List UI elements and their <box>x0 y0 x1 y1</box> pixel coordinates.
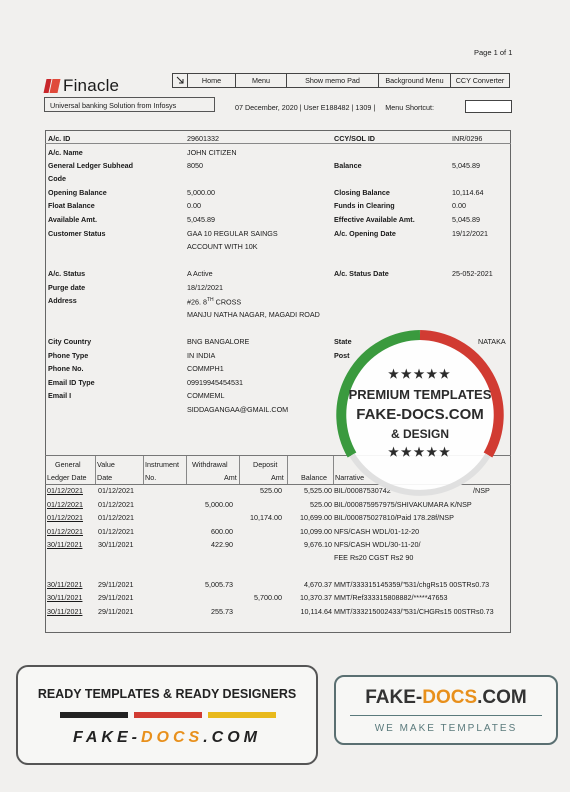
flag-stripe-yellow <box>208 712 276 718</box>
txn-value-date: 29/11/2021 <box>98 580 134 589</box>
available-amt-value: 5,045.89 <box>187 215 215 224</box>
ac-id-value: 29601332 <box>187 134 219 143</box>
txn-balance: 10,699.00 <box>300 513 332 522</box>
float-balance-label: Float Balance <box>48 201 95 210</box>
col-instrument <box>143 456 187 484</box>
phone-no-value: COMMPH1 <box>187 364 224 373</box>
postal-label: Post <box>334 351 350 360</box>
nav-show-memo-pad[interactable]: Show memo Pad <box>287 74 379 87</box>
opening-date-label: A/c. Opening Date <box>334 229 396 238</box>
footer-left-site-c: .COM <box>203 729 261 746</box>
col-date-label: Date <box>97 473 113 482</box>
txn-ledger-date: 01/12/2021 <box>47 486 83 495</box>
txn-withdrawal: 5,005.73 <box>205 580 233 589</box>
col-ledger-date-label: Ledger Date <box>47 473 87 482</box>
txn-deposit: 525.00 <box>260 486 282 495</box>
divider <box>45 143 511 144</box>
email-label: Email I <box>48 391 72 400</box>
city-value: BNG BANGALORE <box>187 337 250 346</box>
col-balance-label: Balance <box>301 473 327 482</box>
txn-ledger-date: 01/12/2021 <box>47 500 83 509</box>
closing-balance-label: Closing Balance <box>334 188 390 197</box>
txn-narrative-tail: /NSP <box>473 486 490 495</box>
txn-balance: 525.00 <box>310 500 332 509</box>
stamp-line-3: & DESIGN <box>390 427 449 441</box>
address-street: CROSS <box>215 297 242 307</box>
address-line-2: MANJU NATHA NAGAR, MAGADI ROAD <box>187 310 320 319</box>
opening-date-value: 19/12/2021 <box>452 229 488 238</box>
col-deposit <box>239 456 288 484</box>
footer-right-tagline: WE MAKE TEMPLATES <box>374 723 518 734</box>
balance-label: Balance <box>334 161 362 170</box>
txn-ledger-date: 30/11/2021 <box>47 593 83 602</box>
opening-balance-value: 5,000.00 <box>187 188 215 197</box>
ac-name-label: A/c. Name <box>48 148 83 157</box>
txn-balance: 10,114.64 <box>300 607 332 616</box>
phone-no-label: Phone No. <box>48 364 84 373</box>
stamp-stars-top: ★★★★★ <box>388 367 452 381</box>
txn-narrative: NFS/CASH WDL/30-11-20/ <box>334 540 421 549</box>
available-amt-label: Available Amt. <box>48 215 97 224</box>
nav-ccy-converter[interactable]: CCY Converter <box>455 76 505 85</box>
gl-label-code: Code <box>48 174 66 183</box>
txn-ledger-date: 30/11/2021 <box>47 540 83 549</box>
effective-amt-label: Effective Available Amt. <box>334 215 415 224</box>
ac-status-label: A/c. Status <box>48 269 86 278</box>
txn-ledger-date: 01/12/2021 <box>47 513 83 522</box>
txn-value-date: 29/11/2021 <box>98 607 134 616</box>
opening-balance-label: Opening Balance <box>48 188 107 197</box>
footer-right-site <box>336 687 556 709</box>
txn-narrative: MMT/333215002433/"531/CHGRs15 00STRs0.73 <box>334 607 494 616</box>
stamp-stars-bottom: ★★★★★ <box>388 445 452 459</box>
address-number: #26. 8 <box>187 297 207 307</box>
txn-value-date: 01/12/2021 <box>98 527 134 536</box>
txn-balance: 9,676.10 <box>304 540 332 549</box>
funds-clearing-label: Funds in Clearing <box>334 201 395 210</box>
customer-status-value: GAA 10 REGULAR SAINGS <box>187 229 278 238</box>
stamp-line-2: FAKE-DOCS.COM <box>356 406 484 423</box>
footer-banner-right <box>334 675 558 745</box>
brand-tagline: Universal banking Solution from Infosys <box>44 97 215 112</box>
col-withdrawal-amt-label: Amt <box>224 473 237 482</box>
ac-status-date-value: 25-052-2021 <box>452 269 493 278</box>
txn-ledger-date: 01/12/2021 <box>47 527 83 536</box>
purge-date-label: Purge date <box>48 283 86 292</box>
footer-right-divider <box>350 715 542 716</box>
txn-balance: 10,099.00 <box>300 527 332 536</box>
txn-value-date: 01/12/2021 <box>98 513 134 522</box>
email-type-label: Email ID Type <box>48 378 95 387</box>
footer-banner-left <box>16 665 318 765</box>
phone-number: 09919945454531 <box>187 378 243 387</box>
ac-status-date-label: A/c. Status Date <box>334 269 389 278</box>
effective-amt-value: 5,045.89 <box>452 215 480 224</box>
txn-balance: 10,370.37 <box>300 593 332 602</box>
col-value-label: Value <box>97 460 115 469</box>
address-suffix: TH <box>206 297 214 303</box>
txn-narrative: BIL/000875957975/SHIVAKUMARA K/NSP <box>334 500 472 509</box>
purge-date-value: 18/12/2021 <box>187 283 223 292</box>
txn-balance: 5,525.00 <box>304 486 332 495</box>
email-type-value: COMMEML <box>187 391 225 400</box>
menu-shortcut-input[interactable] <box>465 100 512 113</box>
footer-right-site-a: FAKE- <box>365 687 423 708</box>
customer-status-label: Customer Status <box>48 229 106 238</box>
finacle-logo-icon <box>45 79 59 93</box>
col-balance <box>287 456 334 484</box>
user-session: 07 December, 2020 | User E188482 | 1309 | <box>235 103 376 112</box>
stamp-line-1: PREMIUM TEMPLATES <box>348 387 492 402</box>
col-instrument-label: Instrument <box>145 460 179 469</box>
col-withdrawal-label: Withdrawal <box>192 460 228 469</box>
txn-withdrawal: 255.73 <box>211 607 233 616</box>
footer-right-site-c: .COM <box>477 687 527 708</box>
txn-ledger-date: 30/11/2021 <box>47 580 83 589</box>
menu-shortcut-label: Menu Shortcut: <box>385 103 435 112</box>
txn-value-date: 01/12/2021 <box>98 486 134 495</box>
flag-stripe-red <box>134 712 202 718</box>
phone-type-value: IN INDIA <box>187 351 216 360</box>
customer-status-value-2: ACCOUNT WITH 10K <box>187 242 258 251</box>
col-general <box>45 456 96 484</box>
txn-narrative: MMT/333315145359/"531/chgRs15 00STRs0.73 <box>334 580 490 589</box>
footer-left-site-a: FAKE- <box>72 729 141 746</box>
float-balance-value: 0.00 <box>187 201 201 210</box>
col-deposit-label: Deposit <box>253 460 278 469</box>
gl-value: 8050 <box>187 161 203 170</box>
page-number: Page 1 of 1 <box>474 48 513 57</box>
ccy-value: INR/0296 <box>452 134 483 143</box>
address-line-1 <box>187 296 241 306</box>
footer-left-site <box>18 729 316 747</box>
txn-narrative: FEE Rs20 CGST Rs2 90 <box>334 553 414 562</box>
txn-deposit: 10,174.00 <box>250 513 282 522</box>
watermark-stamp <box>332 327 508 503</box>
balance-value: 5,045.89 <box>452 161 480 170</box>
flag-stripe-black <box>60 712 128 718</box>
txn-ledger-date: 30/11/2021 <box>47 607 83 616</box>
txn-narrative: BIL/00087530742 <box>334 486 391 495</box>
footer-left-site-b: DOCS <box>140 729 204 746</box>
city-label: City Country <box>48 337 92 346</box>
footer-left-headline: READY TEMPLATES & READY DESIGNERS <box>37 687 297 701</box>
txn-deposit: 5,700.00 <box>254 593 282 602</box>
footer-right-site-b: DOCS <box>422 687 478 708</box>
ccy-label: CCY/SOL ID <box>334 134 376 143</box>
closing-balance-value: 10,114.64 <box>452 188 484 197</box>
col-withdrawal <box>186 456 240 484</box>
col-value <box>95 456 144 484</box>
col-deposit-amt-label: Amt <box>271 473 284 482</box>
nav-home[interactable]: Home <box>188 74 236 87</box>
nav-shortcut-icon[interactable] <box>173 74 188 87</box>
ac-name-value: JOHN CITIZEN <box>187 148 237 157</box>
txn-narrative: MMT/Ref333315808882/*****47653 <box>334 593 448 602</box>
txn-narrative: NFS/CASH WDL/01-12-20 <box>334 527 420 536</box>
state-value: NATAKA <box>478 337 506 346</box>
top-nav <box>172 73 510 88</box>
txn-value-date: 29/11/2021 <box>98 593 134 602</box>
col-narrative-label: Narrative <box>335 473 365 482</box>
txn-balance: 4,670.37 <box>304 580 332 589</box>
ac-status-value: A Active <box>187 269 213 278</box>
email-value: SIDDAGANGAA@GMAIL.COM <box>187 405 289 414</box>
funds-clearing-value: 0.00 <box>452 201 466 210</box>
txn-narrative: BIL/000875027810/Paid 178.28f/NSP <box>334 513 454 522</box>
address-label: Address <box>48 296 77 305</box>
state-label: State <box>334 337 352 346</box>
txn-value-date: 01/12/2021 <box>98 500 134 509</box>
gl-label: General Ledger Subhead <box>48 161 134 170</box>
ac-id-label: A/c. ID <box>48 134 71 143</box>
brand-logo <box>45 76 119 96</box>
brand-name: Finacle <box>63 76 120 95</box>
col-general-label: General <box>55 460 81 469</box>
nav-background-menu[interactable]: Background Menu <box>379 74 451 87</box>
col-no-label: No. <box>145 473 157 482</box>
user-info <box>235 103 434 112</box>
txn-value-date: 30/11/2021 <box>98 540 134 549</box>
phone-type-label: Phone Type <box>48 351 89 360</box>
txn-withdrawal: 600.00 <box>211 527 233 536</box>
txn-withdrawal: 5,000.00 <box>205 500 233 509</box>
nav-menu[interactable]: Menu <box>236 74 287 87</box>
txn-withdrawal: 422.90 <box>211 540 233 549</box>
